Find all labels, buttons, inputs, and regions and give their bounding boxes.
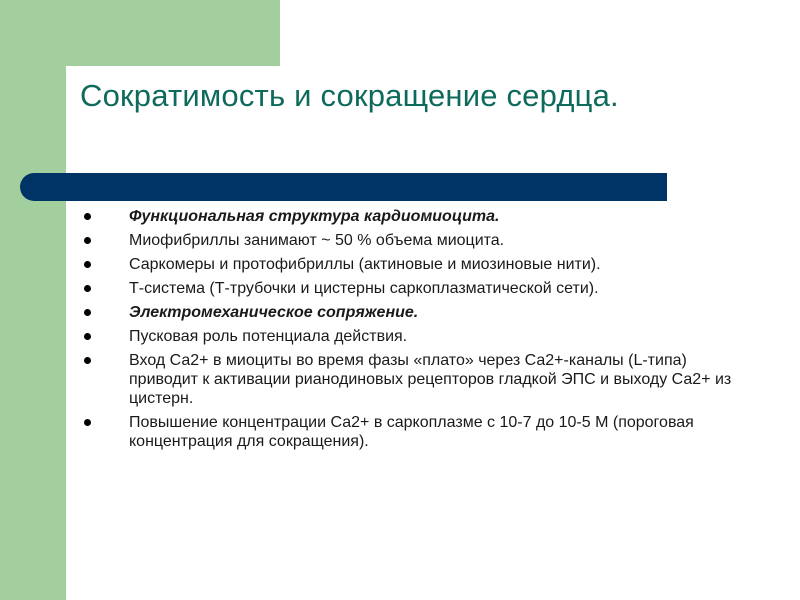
bullet-item (80, 231, 760, 250)
bullet-text: Миофибриллы занимают ~ 50 % объема миоцита. (129, 232, 505, 249)
bullet-dot-icon (84, 237, 91, 244)
bullet-item (80, 327, 760, 346)
green-accent-block (0, 0, 280, 66)
bullet-text: Функциональная структура кардиомиоцита. (129, 208, 500, 225)
bullet-dot-icon (84, 261, 91, 268)
bullet-text: Вход Са2+ в миоциты во время фазы «плато» через Са2+-каналы (L-типа) приводит к активации рианодиновых рецепторов гладкой ЭПС и выходу Са2+ из цистерн. (129, 352, 732, 407)
slide-title: Сократимость и сокращение сердца. (80, 78, 619, 113)
bullet-item (80, 279, 760, 298)
bullet-item (80, 255, 760, 274)
bullet-dot-icon (84, 213, 91, 220)
bullet-dot-icon (84, 309, 91, 316)
bullet-item (80, 413, 760, 451)
title-divider-bar (20, 173, 667, 201)
bullet-text: Т-система (Т-трубочки и цистерны саркоплазматической сети). (129, 280, 599, 297)
bullet-dot-icon (84, 333, 91, 340)
bullet-text: Электромеханическое сопряжение. (129, 304, 419, 321)
bullet-text: Пусковая роль потенциала действия. (129, 328, 408, 345)
bullet-text: Саркомеры и протофибриллы (актиновые и миозиновые нити). (129, 256, 601, 273)
bullet-text: Повышение концентрации Са2+ в саркоплазме с 10-7 до 10-5 М (пороговая концентрация для сокращения). (129, 414, 694, 450)
bullet-dot-icon (84, 285, 91, 292)
bullet-list (80, 207, 760, 456)
bullet-dot-icon (84, 419, 91, 426)
green-accent-strip (0, 0, 66, 600)
bullet-item (80, 303, 760, 322)
bullet-item (80, 351, 760, 408)
bullet-dot-icon (84, 357, 91, 364)
bullet-item (80, 207, 760, 226)
